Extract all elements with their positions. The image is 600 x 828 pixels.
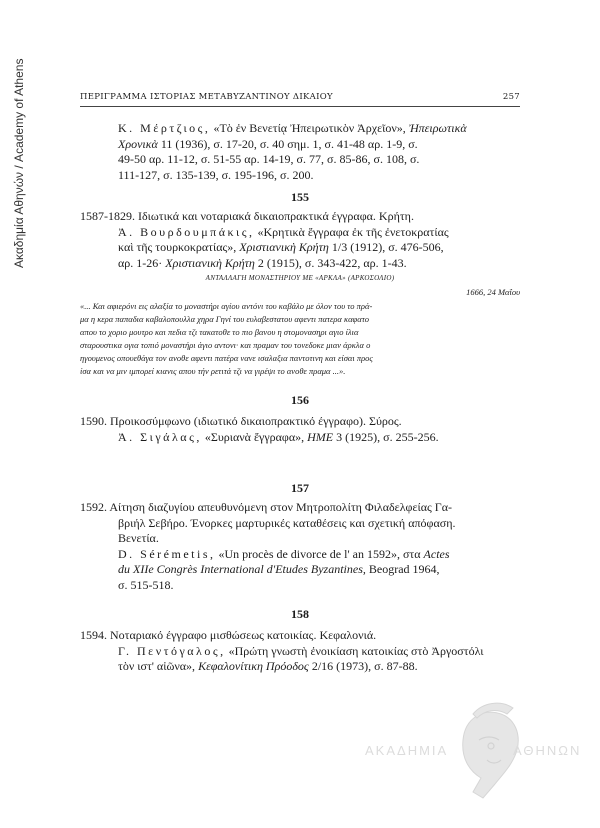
watermark-text-right: ΑΘΗΝΩΝ: [513, 743, 582, 758]
author-name: Κ. Μέρτζιος,: [118, 121, 211, 135]
entry-heading-cont: βριήλ Σεβήρο. Ένορκες μαρτυρικές καταθέσεις και σχετική απόφαση.: [118, 515, 456, 530]
document-quote: [80, 300, 520, 378]
section-number: 156: [291, 393, 309, 407]
entry-156: [80, 414, 526, 445]
running-head-title: ΠΕΡΙΓΡΑΜΜΑ ΙΣΤΟΡΙΑΣ ΜΕΤΑΒΥΖΑΝΤΙΝΟΥ ΔΙΚΑΙΟΥ: [80, 92, 333, 102]
entry-heading: 1590. Προικοσύμφωνο (ιδιωτικό δικαιοπρακτικό έγγραφο). Σύρος.: [80, 414, 402, 428]
entry-heading: 1587-1829. Ιδιωτικά και νοταριακά δικαιοπρακτικά έγγραφα. Κρήτη.: [80, 209, 414, 223]
citation-line: αρ. 1-26· Χριστιανικὴ Κρήτη 2 (1915), σ. 343-422, αρ. 1-43.: [118, 255, 407, 270]
entry-heading: 1592. Αίτηση διαζυγίου απευθυνόμενη στον Μητροπολίτη Φιλαδελφείας Γα-: [80, 500, 452, 514]
page-number: 257: [502, 92, 520, 102]
citation-line: Γ. Πεντόγαλος, «Πρώτη γνωστὴ ἐνοικίαση κατοικίας στὸ Ἀργοστόλι: [118, 643, 484, 658]
citation-line: καὶ τῆς τουρκοκρατίας», Χριστιανικὴ Κρήτη 1/3 (1912), σ. 476-506,: [118, 240, 444, 254]
entry-158: [80, 628, 526, 675]
archive-side-label: Ακαδημία Αθηνών / Academy of Athens: [12, 58, 26, 268]
author-name: Γ. Πεντόγαλος,: [118, 643, 226, 658]
entry-heading-cont: Βενετία.: [118, 531, 159, 545]
quote-line: «... Και αφιερόνι εις αλαξία το μοναστήρι αγίου αντόνι του καβάλο με όλον του το πρά-: [80, 301, 373, 311]
quote-line: σταρουστικα ογια τοπιό μοναστήρι άγιο αντονι· και πραμαν του τονεδοκε μιαν άρκλα ο: [80, 340, 371, 350]
citation-line: du XIIe Congrès International d'Etudes Byzantines, Beograd 1964,: [118, 562, 440, 576]
citation-line: 49-50 αρ. 11-12, σ. 51-55 αρ. 14-19, σ. 77, σ. 85-86, σ. 108, σ.: [118, 152, 420, 166]
quote-line: ίσα και να μιν ιμπορεί κιανις απου τήν ρετιτά τζι να γιρέψι το ανοθε πραμα ...».: [80, 366, 346, 376]
quote-line: μα η κερα παπαδια καβαλοπουλλα χηρα Γηνί του ευλαβεστατου αφεντι πατερα καφατο: [80, 314, 369, 324]
quote-line: ηγουμενος οπουεθάγα τον ανοθε αφεντι πατέρα νανε ισαλαξια παντοτινη και είσαι προς: [80, 353, 373, 363]
citation-line: 111-127, σ. 135-139, σ. 195-196, σ. 200.: [118, 167, 314, 182]
citation-line: Ἀ. Βουρδουμπάκις, «Κρητικὰ ἔγγραφα ἐκ τῆς ἐνετοκρατίας: [118, 224, 449, 239]
author-name: Ἀ. Βουρδουμπάκις,: [118, 224, 255, 239]
citation-line: D. Sérémetis, «Un procès de divorce de l' an 1592», στα Actes: [118, 546, 450, 561]
section-number: 155: [291, 190, 309, 204]
entry-continuation: [80, 121, 526, 183]
quote-line: απου το χοριο μουτρο και πεδια τζι τακατοθε το πιο βανου η στομονασηρι αγιο ίλια: [80, 327, 359, 337]
header-rule: [80, 106, 520, 107]
section-number: 158: [291, 607, 309, 621]
entry-heading: 1594. Νοταριακό έγγραφο μισθώσεως κατοικίας. Κεφαλονιά.: [80, 628, 377, 642]
entry-155: [80, 209, 526, 271]
document-title: ΑΝΤΑΛΛΑΓΗ ΜΟΝΑΣΤΗΡΙΟΥ ΜΕ «ΑΡΚΛΑ» (ΑΡΚΟΣΟΛΙΟ): [205, 274, 395, 282]
section-number: 157: [291, 481, 309, 495]
entry-157: [80, 500, 526, 593]
watermark-text-left: ΑΚΑΔΗΜΙΑ: [365, 743, 449, 758]
citation-line: Ἀ. Σιγάλας, «Συριανὰ ἔγγραφα», ΗΜΕ 3 (1925), σ. 255-256.: [118, 429, 439, 444]
citation-line: σ. 515-518.: [118, 577, 174, 592]
citation-line: Κ. Μέρτζιος, «Τὸ ἐν Βενετίᾳ Ἠπειρωτικὸν Ἀρχεῖον», Ἠπειρωτικὰ: [118, 121, 467, 135]
running-head: [80, 92, 520, 106]
document-date: 1666, 24 Μαΐου: [466, 287, 520, 297]
citation-line: Χρονικὰ 11 (1936), σ. 17-20, σ. 40 σημ. 1, σ. 41-48 αρ. 1-9, σ.: [118, 136, 418, 151]
author-name: Ἀ. Σιγάλας,: [118, 429, 202, 444]
citation-line: τὸν ιστ' αἰῶνα», Κεφαλονίτικη Πρόοδος 2/16 (1973), σ. 87-88.: [118, 659, 418, 673]
author-name: D. Sérémetis,: [118, 546, 216, 561]
